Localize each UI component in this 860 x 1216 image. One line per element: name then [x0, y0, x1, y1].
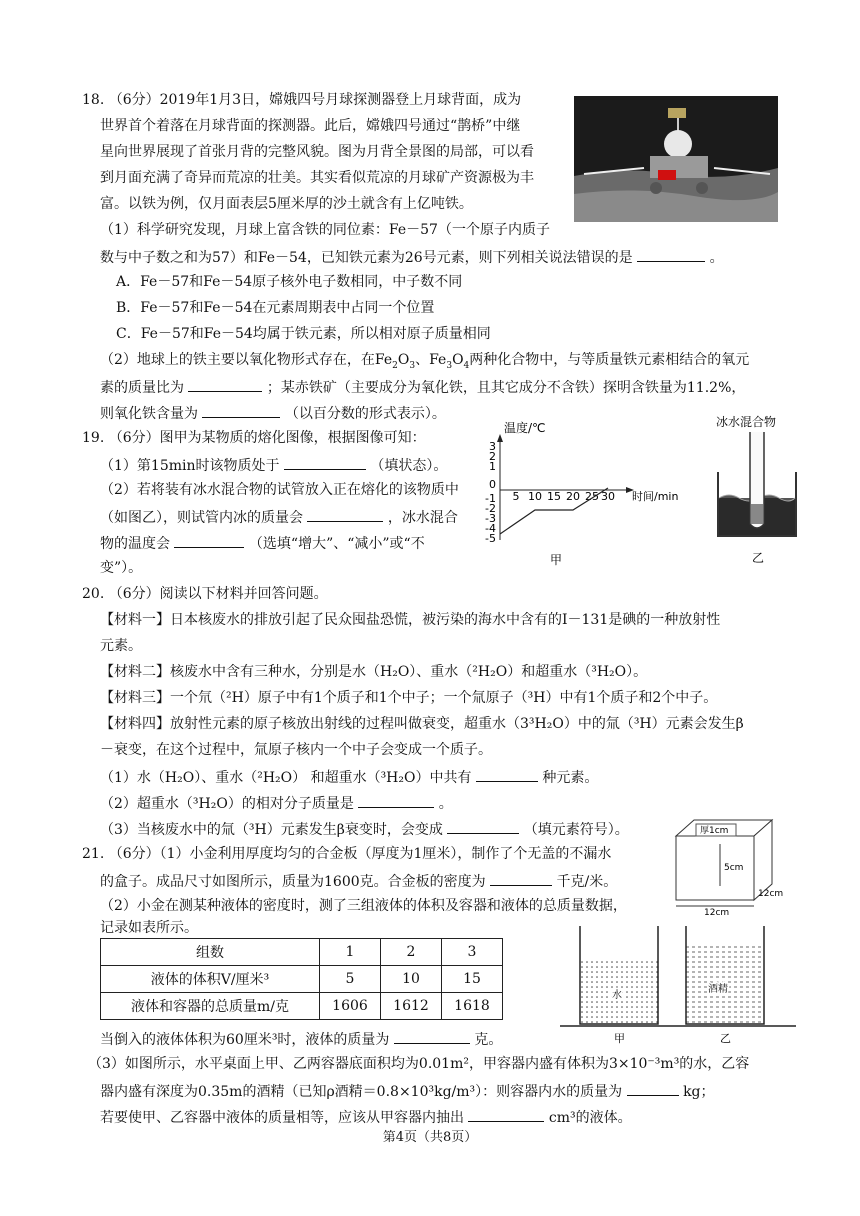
q18-line-4: 到月面充满了奇异而荒凉的壮美。其实看似荒凉的月球矿产资源极为丰 [100, 170, 534, 186]
answer-blank[interactable] [490, 870, 552, 886]
q18-l12-b: ；某赤铁矿（主要成分为氧化铁，且其它成分不含铁）探明含铁量为11.2%， [266, 380, 746, 396]
answer-blank[interactable] [202, 402, 280, 418]
q21-l7-a: 器内盛有深度为0.35m的酒精（已知ρ酒精＝0.8×10³kg/m³）：则容器内水的质量为 [100, 1084, 623, 1100]
q20-q3-a: （3）当核废水中的氚（³H）元素发生β衰变时，会变成 [100, 822, 443, 838]
q21-line-5 [100, 1028, 502, 1050]
ice-water-tube-figure [704, 412, 820, 572]
y-tick: -1 [485, 492, 496, 505]
q20-sub-2 [100, 792, 453, 814]
q21-line-7 [100, 1080, 715, 1102]
o: O [397, 352, 410, 368]
table-cell: 1618 [442, 993, 503, 1020]
q19-line-3: （2）若将装有冰水混合物的试管放入正在熔化的该物质中 [100, 482, 459, 498]
box-width-label: 12cm [704, 908, 730, 916]
q18-l11-a: （2）地球上的铁主要以氧化物形式存在，在Fe [100, 352, 393, 368]
q21-l2-b: 千克/米。 [556, 874, 618, 890]
x-tick: 10 [528, 490, 542, 503]
q20-q2-b: 。 [438, 796, 453, 812]
answer-blank[interactable] [358, 792, 434, 808]
q20-q3-b: （填元素符号）。 [523, 822, 629, 838]
x-tick: 15 [547, 490, 561, 503]
q19-l2-a: （1）第15min时该物质处于 [100, 458, 280, 474]
q19-line-5 [100, 532, 425, 554]
table-cell: 5 [320, 966, 381, 993]
q20-material-3: 【材料三】一个氘（²H）原子中有1个质子和1个中子；一个氚原子（³H）中有1个质子和2个中子。 [100, 690, 718, 706]
sub: 3 [409, 360, 416, 371]
table-header-row [101, 939, 503, 966]
table-cell: 1606 [320, 993, 381, 1020]
q20-q2-a: （2）超重水（³H₂O）的相对分子质量是 [100, 796, 354, 812]
q18-line-1: 18. （6分）2019年1月3日，嫦娥四号月球探测器登上月球背面，成为 [82, 92, 522, 108]
q20-q1-a: （1）水（H₂O）、重水（²H₂O） 和超重水（³H₂O）中共有 [100, 770, 472, 786]
q21-line-4: 记录如表所示。 [100, 920, 198, 936]
x-tick: 30 [601, 490, 615, 503]
y-tick: -4 [485, 522, 496, 535]
answer-blank[interactable] [476, 766, 538, 782]
answer-blank[interactable] [174, 532, 244, 548]
x-tick: 5 [512, 490, 520, 503]
table-cell: 液体的体积V/厘米³ [101, 966, 320, 993]
q21-l7-b: kg； [683, 1084, 715, 1100]
q19-line-4 [100, 506, 458, 528]
q21-line-1: 21. （6分）（1）小金利用厚度均匀的合金板（厚度为1厘米），制作了个无盖的不漏水 [82, 846, 612, 862]
melting-graph [480, 418, 690, 570]
container-caption-2: 乙 [720, 1032, 731, 1044]
y-tick: -3 [485, 512, 496, 525]
q18-line-7-text: 数与中子数之和为57）和Fe－54，已知铁元素为26号元素，则下列相关说法错误的是 [100, 250, 633, 266]
q18-line-12 [100, 376, 745, 398]
table-cell: 液体和容器的总质量m/克 [101, 993, 320, 1020]
q21-line-6: （3）如图所示，水平桌面上甲、乙两容器底面积均为0.01m²，甲容器内盛有体积为3×10⁻³m³的水，乙容 [88, 1056, 750, 1072]
q18-option-a: A．Fe－57和Fe－54原子核外电子数相同，中子数不同 [116, 274, 463, 290]
q19-l2-b: （填状态）。 [370, 458, 448, 474]
q18-l11-mid: 、Fe [415, 352, 447, 368]
q21-line-8 [100, 1106, 632, 1128]
q18-line-2: 世界首个着落在月球背面的探测器。此后，嫦娥四号通过“鹊桥”中继 [100, 118, 521, 134]
o: O [452, 352, 464, 368]
tube-caption: 乙 [752, 551, 765, 565]
q21-l2-a: 的盒子。成品尺寸如图所示，质量为1600克。合金板的密度为 [100, 874, 486, 890]
sub: 3 [446, 360, 453, 371]
q20-material-4-cont: －衰变，在这个过程中，氚原子核内一个中子会变成一个质子。 [100, 742, 492, 758]
q21-line-2 [100, 870, 617, 892]
q20-material-1: 【材料一】日本核废水的排放引起了民众囤盐恐慌，被污染的海水中含有的I－131是碘的一种放射性 [100, 612, 721, 628]
y-tick: 3 [489, 440, 496, 453]
table-header: 2 [381, 939, 442, 966]
data-table [100, 938, 503, 1020]
box-height-label: 5cm [724, 863, 744, 873]
q18-line-7-end: 。 [709, 250, 724, 266]
container-caption-1: 甲 [614, 1032, 625, 1044]
answer-blank[interactable] [307, 506, 383, 522]
q20-material-4: 【材料四】放射性元素的原子核放出射线的过程叫做衰变，超重水（3³H₂O）中的氚（³H）元素会发生β [100, 716, 744, 732]
y-tick: -5 [485, 532, 496, 545]
q18-line-5: 富。以铁为例，仅月面表层5厘米厚的沙土就含有上亿吨铁。 [100, 196, 473, 212]
q18-option-c: C．Fe－57和Fe－54均属于铁元素，所以相对原子质量相同 [116, 326, 491, 342]
graph-xlabel: 时间/min [632, 490, 679, 503]
q18-line-13 [100, 402, 446, 424]
q18-line-11 [100, 350, 749, 370]
alcohol-label: 酒精 [708, 984, 728, 995]
q21-l8-a: 若要使甲、乙容器中液体的质量相等，应该从甲容器内抽出 [100, 1110, 464, 1126]
q21-l8-b: cm³的液体。 [548, 1110, 632, 1126]
answer-blank[interactable] [188, 376, 262, 392]
q19-line-1: 19. （6分）图甲为某物质的熔化图像，根据图像可知： [82, 430, 426, 446]
q21-line-3: （2）小金在测某种液体的密度时，测了三组液体的体积及容器和液体的总质量数据， [100, 898, 627, 914]
table-row [101, 966, 503, 993]
answer-blank[interactable] [447, 818, 519, 834]
box-figure [664, 816, 788, 916]
q21-l5-b: 克。 [474, 1032, 503, 1048]
q18-l12-a: 素的质量比为 [100, 380, 184, 396]
q20-material-1-cont: 元素。 [100, 638, 142, 654]
containers-figure [560, 920, 800, 1044]
x-tick: 20 [566, 490, 580, 503]
water-label: 水 [612, 990, 622, 1001]
q18-line-7 [100, 246, 724, 268]
q21-l5-a: 当倒入的液体体积为60厘米³时，液体的质量为 [100, 1032, 390, 1048]
q19-l4-a: （如图乙），则试管内冰的质量会 [100, 510, 303, 526]
q19-line-2 [100, 454, 447, 476]
q19-l5-b: （选填“增大”、“减小”或“不 [248, 536, 425, 552]
table-header: 1 [320, 939, 381, 966]
answer-blank[interactable] [627, 1080, 679, 1096]
table-cell: 15 [442, 966, 503, 993]
y-tick: 2 [489, 450, 496, 463]
table-row [101, 993, 503, 1020]
graph-caption: 甲 [550, 553, 563, 567]
answer-blank[interactable] [637, 246, 705, 262]
q18-line-6: （1）科学研究发现，月球上富含铁的同位素：Fe－57（一个原子内质子 [100, 222, 550, 238]
table-cell: 1612 [381, 993, 442, 1020]
q20-line-1: 20. （6分）阅读以下材料并回答问题。 [82, 586, 328, 602]
q20-sub-3 [100, 818, 629, 840]
sub: 4 [463, 360, 470, 371]
table-header: 3 [442, 939, 503, 966]
q20-q1-b: 种元素。 [542, 770, 599, 786]
y-tick: 0 [489, 478, 496, 491]
q20-sub-1 [100, 766, 598, 788]
q18-option-b: B．Fe－57和Fe－54在元素周期表中占同一个位置 [116, 300, 435, 316]
tube-label: 冰水混合物 [716, 415, 777, 429]
q18-line-3: 星向世界展现了首张月背的完整风貌。图为月背全景图的局部，可以看 [100, 144, 534, 160]
x-tick: 25 [585, 490, 599, 503]
page-footer: 第4页（共8页） [382, 1130, 478, 1145]
table-cell: 10 [381, 966, 442, 993]
q18-l13-b: （以百分数的形式表示）。 [284, 406, 446, 422]
moon-rover-photo [574, 96, 778, 222]
q19-l4-b: ，冰水混合 [387, 510, 458, 526]
answer-blank[interactable] [284, 454, 366, 470]
box-depth-label: 12cm [758, 889, 784, 899]
y-tick: 1 [489, 460, 496, 473]
table-header: 组数 [101, 939, 320, 966]
q19-line-6: 变”）。 [100, 560, 143, 576]
q20-material-2: 【材料二】核废水中含有三种水，分别是水（H₂O）、重水（²H₂O）和超重水（³H₂O）。 [100, 664, 648, 680]
y-tick: -2 [485, 502, 496, 515]
graph-ylabel: 温度/℃ [504, 421, 546, 435]
answer-blank[interactable] [468, 1106, 544, 1122]
q19-l5-a: 物的温度会 [100, 536, 170, 552]
box-thickness-label: 厚1cm [700, 826, 729, 836]
q18-l13-a: 则氧化铁含量为 [100, 406, 198, 422]
sub: 2 [392, 360, 398, 371]
q18-l11-b: 两种化合物中，与等质量铁元素相结合的氧元 [469, 352, 750, 368]
answer-blank[interactable] [394, 1028, 470, 1044]
